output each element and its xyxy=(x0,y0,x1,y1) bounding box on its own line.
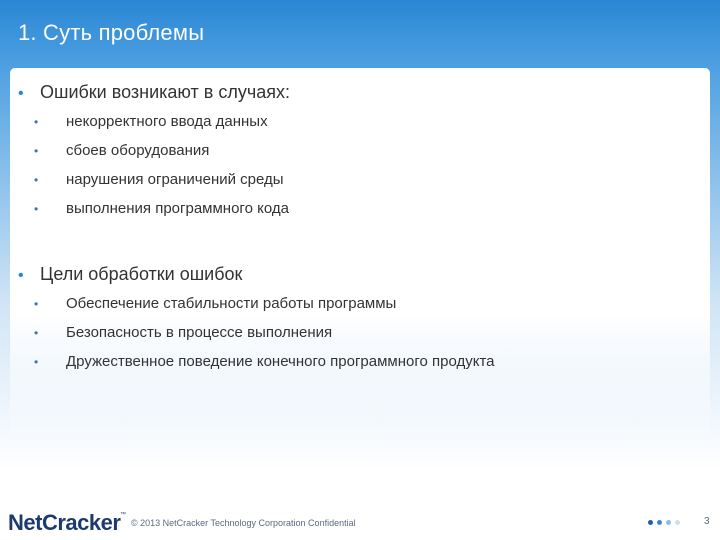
list-item-text: Дружественное поведение конечного программного продукта xyxy=(66,353,495,370)
bullet-level1 xyxy=(18,82,710,103)
bullet-level1 xyxy=(18,264,710,285)
bullet-icon: • xyxy=(18,267,24,284)
page-number: 3 xyxy=(704,516,710,527)
bullet-icon: • xyxy=(34,202,39,216)
list-item-text: сбоев оборудования xyxy=(66,142,210,159)
section-heading: Цели обработки ошибок xyxy=(40,264,243,284)
list-item xyxy=(26,142,710,171)
progress-dot xyxy=(648,520,653,525)
section-errors xyxy=(10,82,710,229)
list-item-text: Безопасность в процессе выполнения xyxy=(66,324,333,341)
bullet-icon: • xyxy=(34,355,39,369)
bullet-icon: • xyxy=(34,173,39,187)
copyright-text: © 2013 NetCracker Technology Corporation Confidential xyxy=(131,518,356,528)
list-item xyxy=(26,113,710,142)
bullet-list xyxy=(10,295,710,382)
progress-dots xyxy=(648,520,680,525)
netcracker-logo: NetCracker xyxy=(8,510,121,535)
bullet-icon: • xyxy=(18,85,24,102)
progress-dot xyxy=(666,520,671,525)
list-item-text: некорректного ввода данных xyxy=(66,113,268,130)
list-item xyxy=(26,171,710,200)
bullet-icon: • xyxy=(34,115,39,129)
bullet-icon: • xyxy=(34,297,39,311)
list-item xyxy=(26,324,710,353)
progress-dot xyxy=(675,520,680,525)
progress-dot xyxy=(657,520,662,525)
bullet-list xyxy=(10,113,710,229)
footer xyxy=(0,500,720,540)
slide-title: 1. Суть проблемы xyxy=(18,20,205,45)
list-item xyxy=(26,200,710,229)
bullet-icon: • xyxy=(34,144,39,158)
list-item-text: выполнения программного кода xyxy=(66,200,289,217)
content-panel xyxy=(10,68,710,448)
list-item xyxy=(26,295,710,324)
section-goals xyxy=(10,264,710,382)
list-item-text: нарушения ограничений среды xyxy=(66,171,284,188)
trademark-mark: ™ xyxy=(120,512,126,518)
list-item-text: Обеспечение стабильности работы программы xyxy=(66,295,397,312)
bullet-icon: • xyxy=(34,326,39,340)
list-item xyxy=(26,353,710,382)
section-heading: Ошибки возникают в случаях: xyxy=(40,82,290,102)
